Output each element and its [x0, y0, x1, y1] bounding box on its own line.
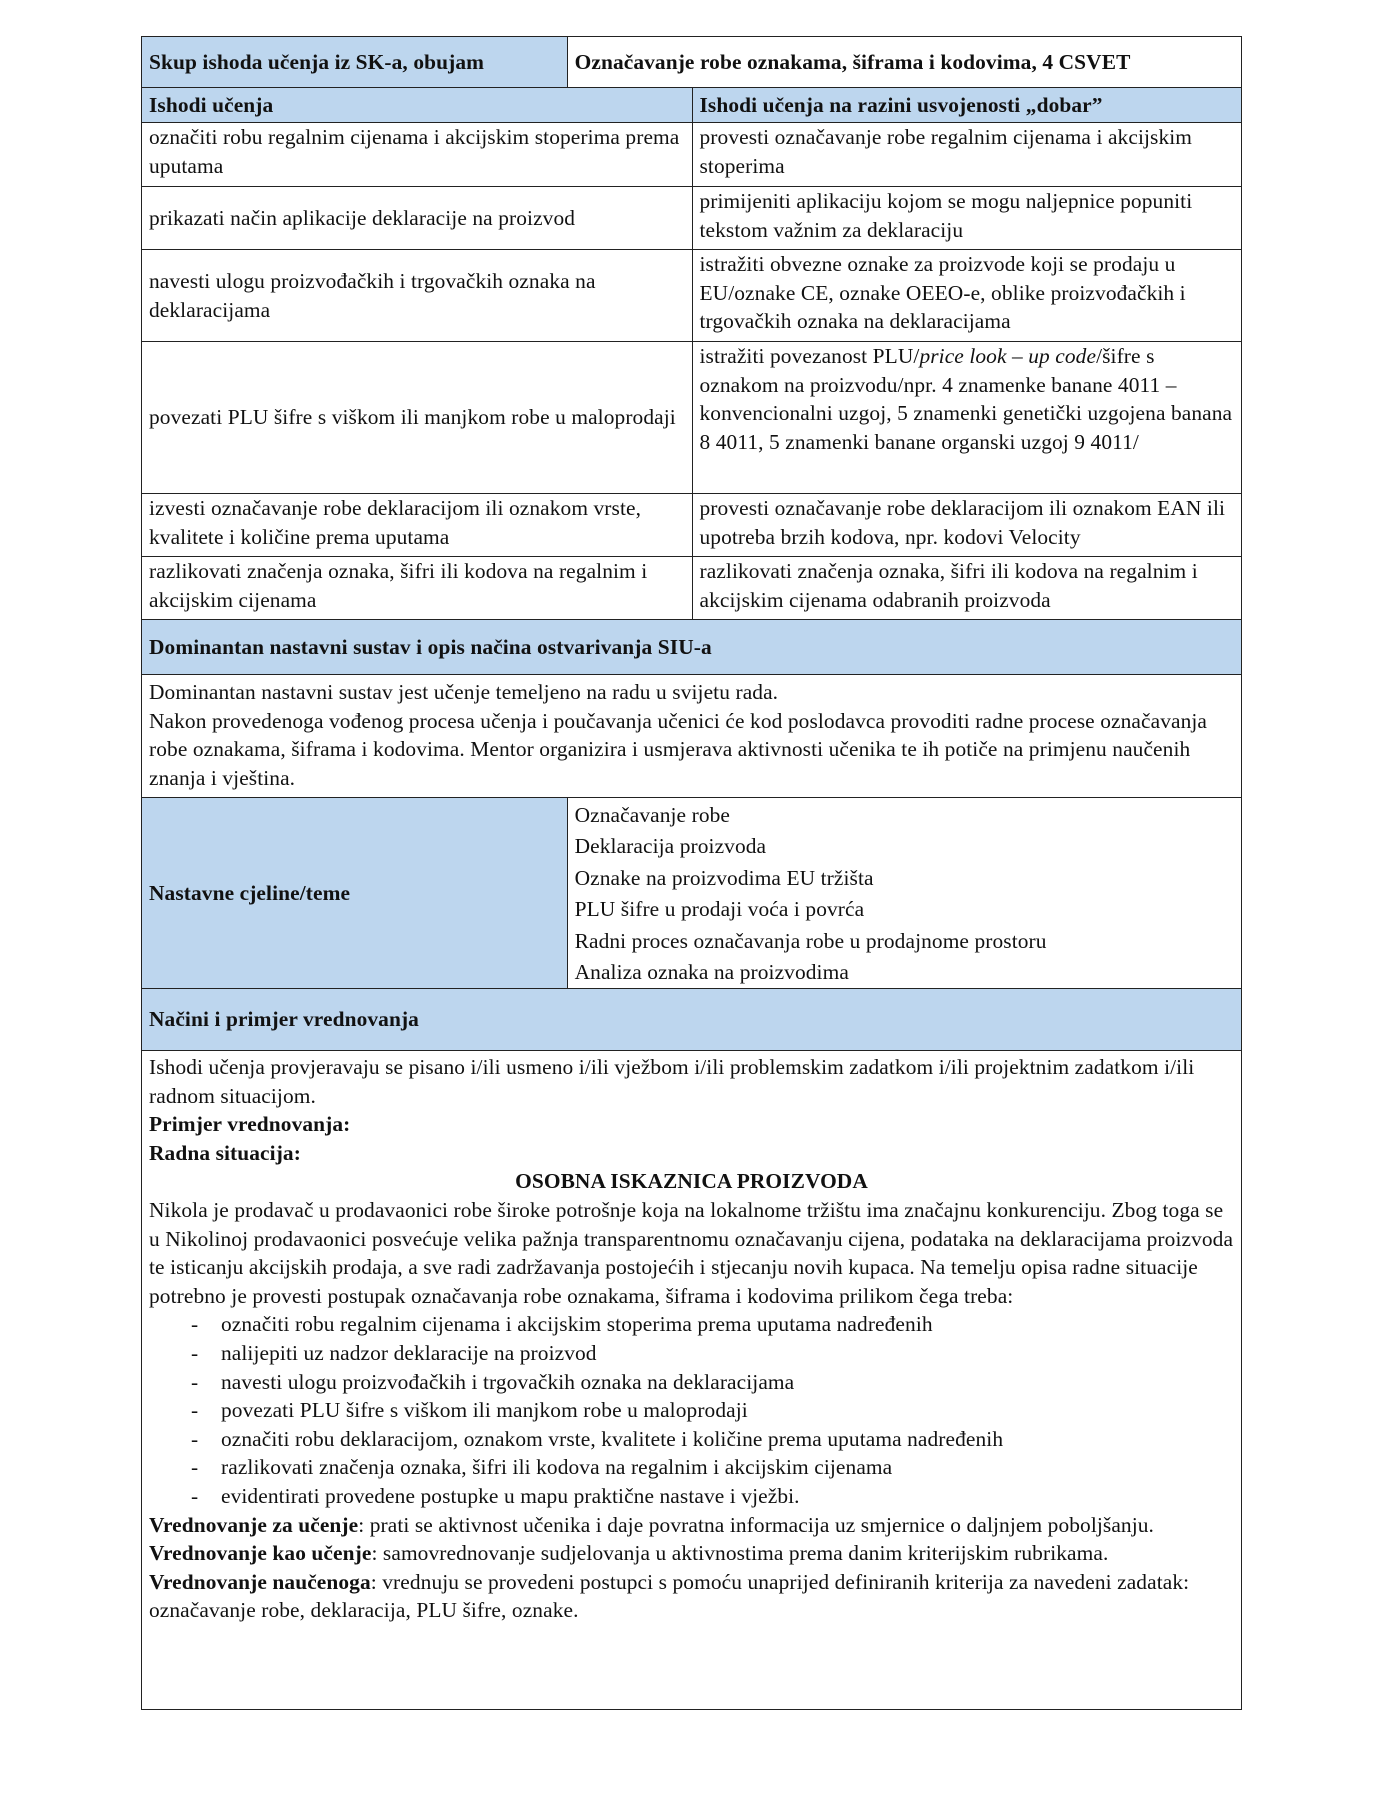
evaluation-header-row [142, 989, 1241, 1051]
list-item [149, 1425, 1234, 1454]
plu-text-italic: price look – up code [919, 344, 1097, 368]
task-list [149, 1310, 1234, 1510]
list-item [149, 1396, 1234, 1425]
task-text: označiti robu deklaracijom, oznakom vrste, kvalitete i količine prema uputama nadređenih [221, 1426, 1004, 1451]
curriculum-table [141, 36, 1242, 1710]
topic-item: Označavanje robe [574, 803, 731, 827]
task-text: navesti ulogu proizvođačkih i trgovačkih oznaka na deklaracijama [221, 1369, 795, 1394]
col-header-outcomes-good: Ishodi učenja na razini usvojenosti „dobar” [692, 88, 1242, 122]
outcome-good-cell: primijeniti aplikaciju kojom se mogu naljepnice popuniti tekstom važnim za deklaraciju [692, 187, 1242, 249]
outcome-good-cell: provesti označavanje robe regalnim cijenama i akcijskim stoperima [692, 123, 1242, 186]
topic-item: Deklaracija proizvoda [574, 834, 767, 859]
list-item [149, 1310, 1234, 1339]
outcome-cell: prikazati način aplikacije deklaracije na proizvod [149, 205, 576, 230]
task-text: evidentirati provedene postupke u mapu praktične nastave i vježbi. [221, 1483, 800, 1508]
table-row [142, 250, 1241, 342]
outcomes-column-headers [142, 88, 1241, 123]
task-text: povezati PLU šifre s viškom ili manjkom robe u maloprodaji [221, 1398, 748, 1423]
outcome-good-cell: provesti označavanje robe deklaracijom ili oznakom EAN ili upotreba brzih kodova, npr. kodovi Velocity [692, 494, 1242, 556]
table-row [142, 342, 1241, 494]
list-item [149, 1368, 1234, 1397]
list-item [149, 1453, 1234, 1482]
outcome-good-cell: istražiti obvezne oznake za proizvode koji se prodaju u EU/oznake CE, oznake OEEO-e, oblike proizvođačkih i trgovačkih oznaka na deklaracijama [692, 250, 1242, 341]
evaluation-body [142, 1051, 1241, 1709]
task-text: nalijepiti uz nadzor deklaracije na proizvod [221, 1340, 597, 1365]
as-learning-label: Vrednovanje kao učenje [149, 1541, 372, 1566]
outcome-good-cell: razlikovati značenja oznaka, šifri ili kodova na regalnim i akcijskim cijenama odabranih proizvoda [692, 557, 1242, 619]
bullet-dash: - [191, 1483, 199, 1508]
evaluation-intro: Ishodi učenja provjeravaju se pisano i/ili usmeno i/ili vježbom i/ili problemskim zadatkom i/ili projektnim zadatkom i/ili radnom situacijom. [149, 1055, 1195, 1108]
topic-item: Radni proces označavanja robe u prodajnome prostoru [574, 928, 1047, 953]
bullet-dash: - [191, 1312, 199, 1337]
example-label: Primjer vrednovanja: [149, 1112, 351, 1137]
bullet-dash: - [191, 1369, 199, 1394]
table-row [142, 187, 1241, 250]
plu-text-pre: istražiti povezanost PLU/ [699, 344, 920, 368]
situation-label: Radna situacija: [149, 1140, 301, 1165]
dominant-header-row [142, 620, 1241, 675]
list-item [149, 1339, 1234, 1368]
dominant-title: Dominantan nastavni sustav i opis načina ostvarivanja SIU-a [149, 634, 712, 659]
table-header-row [142, 37, 1241, 88]
list-item [149, 1482, 1234, 1511]
bullet-dash: - [191, 1455, 199, 1480]
evaluation-title: Načini i primjer vrednovanja [149, 1007, 419, 1032]
as-learning-text: : samovrednovanje sudjelovanja u aktivnostima prema danim kriterijskim rubrikama. [371, 1541, 1109, 1566]
topic-item: PLU šifre u prodaji voća i povrća [574, 897, 865, 922]
bullet-dash: - [191, 1340, 199, 1365]
of-learning-label: Vrednovanje naučenoga [149, 1569, 371, 1594]
of-learning-text: : vrednuju se provedeni postupci s pomoću unaprijed definiranih kriterija za navedeni zadatak: označavanje robe, deklaracija, PLU šifre, oznake. [149, 1569, 1190, 1623]
dominant-body-row [142, 675, 1241, 798]
dominant-paragraph-2: Nakon provedenoga vođenog procesa učenja i poučavanja učenici će kod poslodavca provoditi radne procese označavanja robe oznakama, šiframa i kodovima. Mentor organizira i usmjerava aktivnosti učenika te ih potiče na primjenu naučenih znanja i vještina. [149, 708, 1208, 790]
dominant-body [142, 675, 1241, 797]
evaluation-as-learning [149, 1539, 1234, 1568]
table-row [142, 557, 1241, 620]
topics-row [142, 798, 1241, 989]
task-text: razlikovati značenja oznaka, šifri ili kodova na regalnim i akcijskim cijenama [221, 1455, 893, 1480]
task-text: označiti robu regalnim cijenama i akcijskim stoperima prema uputama nadređenih [221, 1312, 933, 1337]
for-learning-text: : prati se aktivnost učenika i daje povratna informacija uz smjernice o daljnjem poboljšanju. [358, 1512, 1155, 1537]
dominant-paragraph-1: Dominantan nastavni sustav jest učenje temeljeno na radu u svijetu rada. [149, 680, 779, 704]
table-row [142, 494, 1241, 557]
evaluation-of-learning [149, 1568, 1234, 1625]
bullet-dash: - [191, 1426, 199, 1451]
topic-item: Analiza oznaka na proizvodima [574, 960, 849, 985]
evaluation-for-learning [149, 1511, 1234, 1540]
bullet-dash: - [191, 1398, 199, 1423]
plu-text-post: /šifre s oznakom na proizvodu/npr. 4 znamenke banane 4011 – konvencionalni uzgoj, 5 znamenki genetički uzgojena banana 8 4011, 5 znamenki banane organski uzgoj 9 4011/ [699, 344, 1233, 454]
outcome-cell: povezati PLU šifre s viškom ili manjkom robe u maloprodaji [149, 405, 676, 430]
outcome-cell: razlikovati značenja oznaka, šifri ili kodova na regalnim i akcijskim cijenama [149, 559, 648, 612]
table-row [142, 123, 1241, 187]
topics-list [567, 798, 1241, 988]
outcome-cell: navesti ulogu proizvođačkih i trgovačkih oznaka na deklaracijama [149, 268, 596, 322]
situation-text: Nikola je prodavač u prodavaonici robe široke potrošnje koja na lokalnome tržištu ima značajnu konkurenciju. Zbog toga se u Nikolinoj prodavaonici posvećuje velika pažnja transparentnomu označavanju cijena, podataka na deklaracijama proizvoda te isticanju akcijskih prodaja, a sve radi zadržavanja postojećih i stjecanju novih kupaca. Na temelju opisa radne situacije potrebno je provesti postupak označavanja robe oznakama, šiframa i kodovima prilikom čega treba: [149, 1197, 1234, 1308]
topics-label: Nastavne cjeline/teme [142, 798, 567, 988]
evaluation-body-row [142, 1051, 1241, 1709]
col-header-outcomes: Ishodi učenja [149, 92, 274, 117]
outcome-good-cell [692, 342, 1242, 493]
situation-title: OSOBNA ISKAZNICA PROIZVODA [515, 1169, 868, 1194]
for-learning-label: Vrednovanje za učenje [149, 1512, 359, 1537]
outcome-cell: izvesti označavanje robe deklaracijom ili oznakom vrste, kvalitete i količine prema uputama [149, 496, 642, 549]
outcome-cell: označiti robu regalnim cijenama i akcijskim stoperima prema uputama [149, 125, 680, 178]
header-value: Označavanje robe oznakama, šiframa i kodovima, 4 CSVET [567, 37, 1241, 87]
topic-item: Oznake na proizvodima EU tržišta [574, 865, 874, 890]
header-label: Skup ishoda učenja iz SK-a, obujam [142, 37, 567, 87]
